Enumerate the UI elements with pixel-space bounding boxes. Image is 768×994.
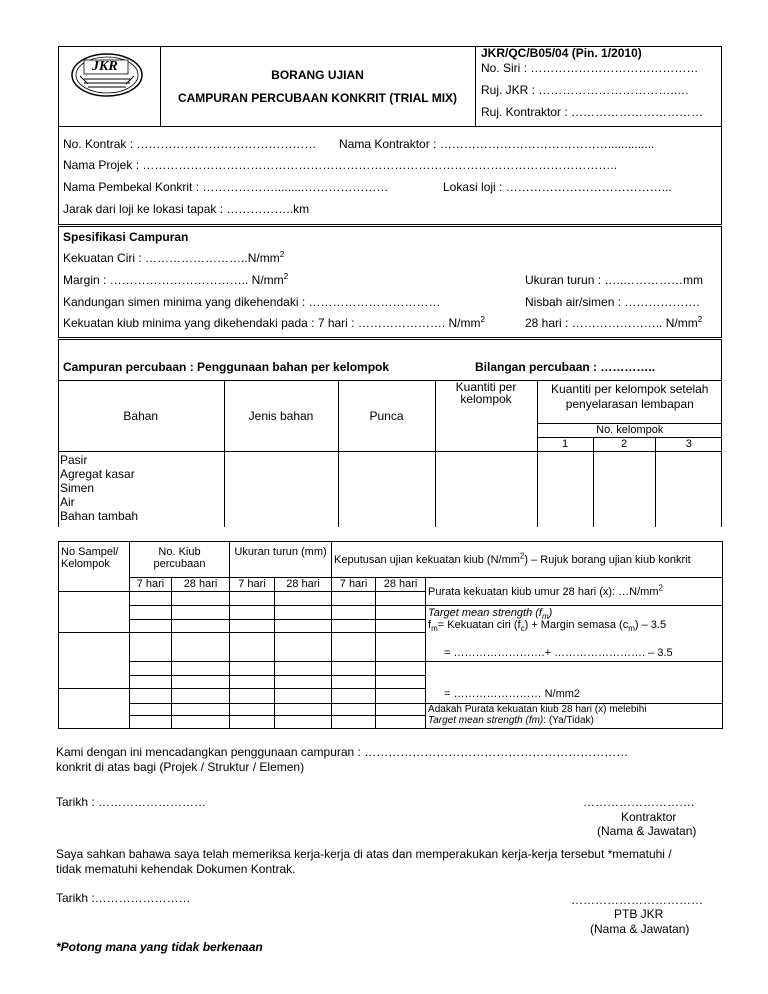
k1-cell[interactable] — [537, 451, 593, 527]
header-divider-right — [475, 46, 476, 127]
kontraktor-label: Kontraktor — [621, 810, 677, 824]
nama-kontraktor: Nama Kontraktor : …………………………………….............. — [339, 137, 655, 151]
bilangan-percubaan: Bilangan percubaan : ………….. — [475, 360, 656, 374]
tarikh-2: Tarikh :…………………… — [56, 891, 191, 905]
col-keputusan: Keputusan ujian kekuatan kiub $(N/mm^2)$ – Rujuk borang ujian kiub konkrit — [332, 542, 723, 578]
spesifikasi-heading: Spesifikasi Campuran — [63, 230, 189, 244]
eq-line-1: = …………………….+ ……………………. – 3.5 — [444, 647, 673, 660]
nama-projek: Nama Projek : ……………………………………………………………………………………………………….. — [63, 158, 618, 172]
nama-pembekal: Nama Pembekal Konkrit : ……………….........………………… — [63, 180, 389, 194]
ruj-jkr: Ruj. JKR : ……………………………..… — [481, 83, 690, 97]
k2-cell[interactable] — [593, 451, 655, 527]
col-bahan: Bahan — [58, 381, 224, 452]
kandungan-simen: Kandungan simen minima yang dikehendaki : …………………………… — [63, 295, 441, 309]
sampel-3[interactable] — [59, 689, 130, 729]
lokasi-loji: Lokasi loji : …………………………………... — [443, 180, 672, 194]
nama-jawatan-1: (Nama & Jawatan) — [597, 824, 697, 838]
eq2-cell — [426, 662, 723, 704]
no-siri: No. Siri : …………………………………… — [481, 61, 699, 75]
tarikh-1: Tarikh : ……………………… — [56, 795, 207, 809]
ukuran-turun: Ukuran turun : …..……………mm — [525, 273, 704, 287]
jenis-cell[interactable] — [224, 451, 338, 527]
col-no-kiub: No. Kiub percubaan — [130, 542, 230, 578]
kuantiti-cell[interactable] — [435, 451, 537, 527]
ref-code: JKR/QC/B05/04 (Pin. 1/2010) — [481, 46, 642, 60]
bahan-list — [58, 451, 224, 527]
k3-cell[interactable] — [655, 451, 722, 527]
col-no-sampel: No Sampel/ Kelompok — [59, 542, 130, 592]
hari28-spec: 28 hari : ………………….. $N/mm^2$ — [525, 315, 703, 330]
kami-line-2: konkrit di atas bagi (Projek / Struktur / Elemen) — [56, 760, 305, 774]
col-jenis: Jenis bahan — [224, 381, 338, 452]
saya-line-1: Saya sahkan bahawa saya telah memeriksa kerja-kerja di atas dan memperakukan kerja-kerja tersebut *mematuhi / — [56, 847, 672, 861]
adakah-line-1: Adakah Purata kekuatan kiub 28 hari (x) melebihi — [428, 704, 647, 715]
target-label: Target mean strength $(f_m)$ — [428, 607, 553, 622]
kiub-28hari: 28 hari — [172, 578, 230, 592]
keputusan-7hari: 7 hari — [332, 578, 376, 592]
bahan-agregat: Agregat kasar — [60, 466, 135, 481]
jkr-logo — [70, 52, 144, 98]
col-no-kelompok: No. kelompok — [537, 424, 722, 438]
logo-text: JKR — [92, 59, 118, 74]
bahan-pasir: Pasir — [60, 452, 88, 467]
sampel-2[interactable] — [59, 633, 130, 689]
nama-jawatan-2: (Nama & Jawatan) — [590, 922, 690, 936]
bahan-air: Air — [60, 494, 75, 509]
dots-ptb: …………………………… — [571, 893, 703, 907]
bahan-simen: Simen — [60, 480, 95, 495]
bahan-tambah: Bahan tambah — [60, 508, 139, 523]
kekuatan-kiub: Kekuatan kiub minima yang dikehendaki pada : 7 hari : …………………. $N/mm^2$ — [63, 315, 485, 330]
campuran-heading: Campuran percubaan : Penggunaan bahan per kelompok — [63, 360, 390, 374]
sampel-1[interactable] — [59, 591, 130, 633]
ujian-table — [58, 541, 723, 729]
saya-line-2: tidak mematuhi kehendak Dokumen Kontrak. — [56, 862, 296, 876]
purata-cell: Purata kekuatan kiub umur 28 hari (x): $\dots N/mm^2$ — [426, 578, 723, 606]
kelompok-1: 1 — [537, 438, 593, 451]
adakah-line-2: Target mean strength (fm): (Ya/Tidak) — [428, 715, 594, 726]
jarak: Jarak dari loji ke lokasi tapak : ……………..km — [63, 202, 310, 216]
formula: $f_m=$ Kekuatan ciri $(f_c)$ + Margin semasa $(c_m) - 3.5$ — [428, 619, 667, 634]
potong-note: *Potong mana yang tidak berkenaan — [56, 940, 263, 954]
dots-kontraktor: ………………………. — [583, 795, 695, 809]
nisbah: Nisbah air/simen : ………………. — [525, 295, 700, 309]
target-cell — [426, 606, 723, 662]
header-divider-left — [160, 46, 161, 127]
col-punca: Punca — [338, 381, 435, 452]
col-kuantiti: Kuantiti per kelompok — [435, 381, 537, 452]
kelompok-3: 3 — [655, 438, 722, 451]
keputusan-28hari: 28 hari — [376, 578, 426, 592]
kekuatan-ciri: Kekuatan Ciri : $\dots\dots\dots\dots\dots\dots\dots\dots..N/mm^2$ — [63, 250, 285, 265]
form-title: BORANG UJIAN — [271, 68, 364, 82]
col-kuantiti-setelah: Kuantiti per kelompok setelah penyelarasan lembapan — [537, 381, 722, 424]
form-subtitle: CAMPURAN PERCUBAAN KONKRIT (TRIAL MIX) — [177, 91, 458, 105]
kiub-7hari: 7 hari — [130, 578, 172, 592]
col-ukuran: Ukuran turun (mm) — [230, 542, 332, 578]
kelompok-2: 2 — [593, 438, 655, 451]
adakah-cell — [426, 704, 723, 729]
punca-cell[interactable] — [338, 451, 435, 527]
ruj-kontraktor: Ruj. Kontraktor : …………………………… — [481, 105, 704, 119]
campuran-table — [58, 380, 722, 527]
kami-line-1: Kami dengan ini mencadangkan penggunaan campuran : ………………………………………………………… — [56, 745, 629, 759]
no-kontrak: No. Kontrak : ……………………………………… — [63, 137, 317, 151]
eq-line-2: = …………………… N/mm2 — [444, 688, 581, 700]
ukuran-28hari: 28 hari — [275, 578, 332, 592]
ukuran-7hari: 7 hari — [230, 578, 275, 592]
ptb-label: PTB JKR — [614, 907, 664, 921]
margin: Margin : …………………………….. $N/mm^2$ — [63, 272, 289, 287]
